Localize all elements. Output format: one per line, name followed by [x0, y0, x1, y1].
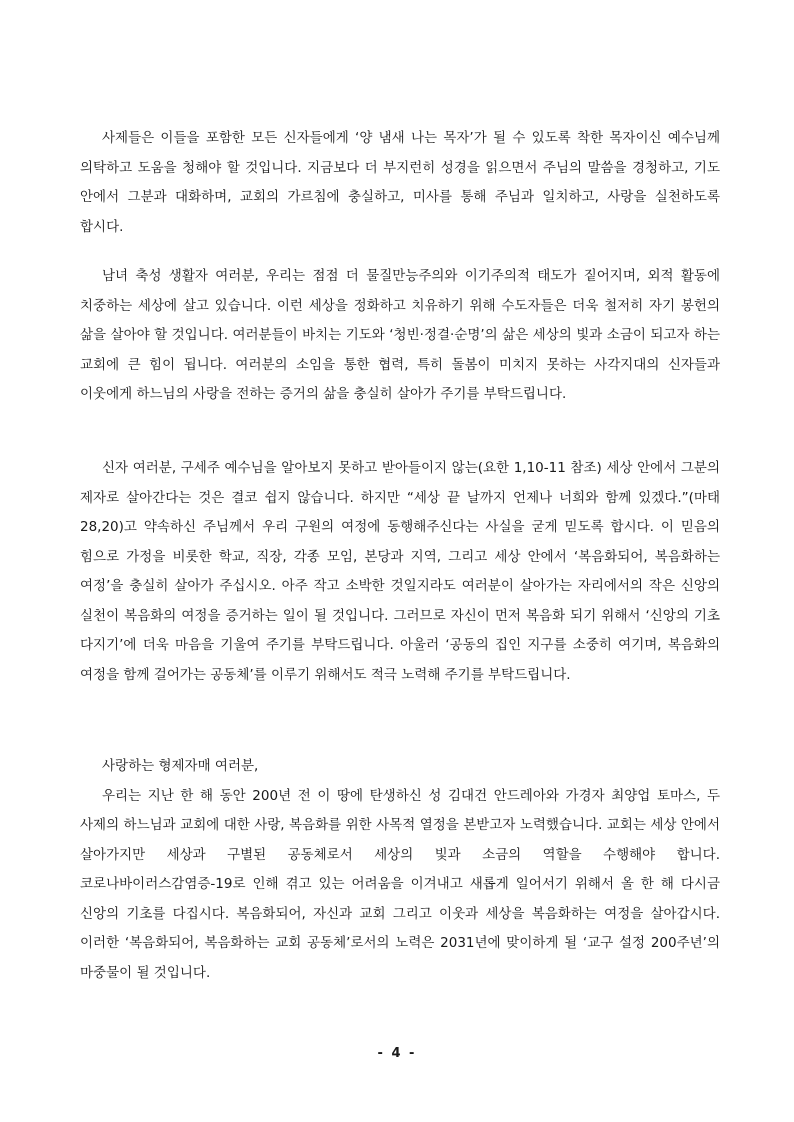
paragraph-closing: 우리는 지난 한 해 동안 200년 전 이 땅에 탄생하신 성 김대건 안드레아와 가경자 최양업 토마스, 두 사제의 하느님과 교회에 대한 사랑, 복음화를 위한 사목적 열정을 본받고자 노력했습니다. 교회는 세상 안에서 살아가지만 세상과 구별된 공동체로서 세상의 빛과 소금의 역할을 수행해야 합니다. 코로나바이러스감염증-19로 인해 겪고 있는 어려움을 이겨내고 새롭게 일어서기 위해서 올 한 해 다시금 신앙의 기초를 다집시다. 복음화되어, 자신과 교회 그리고 이웃과 세상을 복음화하는 여정을 살아갑시다. 이러한 ‘복음화되어, 복음화하는 교회 공동체’로서의 노력은 2031년에 맞이하게 될 ‘교구 설정 200주년’의 마중물이 될 것입니다. [80, 787, 720, 981]
closing-section [80, 752, 720, 988]
paragraph-religious: 남녀 축성 생활자 여러분, 우리는 점점 더 물질만능주의와 이기주의적 태도가 짙어지며, 외적 활동에 치중하는 세상에 살고 있습니다. 이런 세상을 정화하고 치유하기 위해 수도자들은 더욱 철저히 자기 봉헌의 삶을 살아야 할 것입니다. 여러분들이 바치는 기도와 ‘청빈·정결·순명’의 삶은 세상의 빛과 소금이 되고자 하는 교회에 큰 힘이 됩니다. 여러분의 소임을 통한 협력, 특히 돌봄이 미치지 못하는 사각지대의 신자들과 이웃에게 하느님의 사랑을 전하는 증거의 삶을 충실히 살아가 주기를 부탁드립니다. [80, 268, 720, 402]
paragraph-priests: 사제들은 이들을 포함한 모든 신자들에게 ‘양 냄새 나는 목자’가 될 수 있도록 착한 목자이신 예수님께 의탁하고 도움을 청해야 할 것입니다. 지금보다 더 부지런히 성경을 읽으면서 주님의 말씀을 경청하고, 기도 안에서 그분과 대화하며, 교회의 가르침에 충실하고, 미사를 통해 주님과 일치하고, 사랑을 실천하도록 합시다. [80, 130, 720, 235]
greeting-line: 사랑하는 형제자매 여러분, [102, 758, 259, 774]
paragraph-faithful: 신자 여러분, 구세주 예수님을 알아보지 못하고 받아들이지 않는(요한 1,10-11 참조) 세상 안에서 그분의 제자로 살아간다는 것은 결코 쉽지 않습니다. 하지만 “세상 끝 날까지 언제나 너희와 함께 있겠다.”(마태 28,20)고 약속하신 주님께서 우리 구원의 여정에 동행해주신다는 사실을 굳게 믿도록 합시다. 이 믿음의 힘으로 가정을 비롯한 학교, 직장, 각종 모임, 본당과 지역, 그리고 세상 안에서 ‘복음화되어, 복음화하는 여정’을 충실히 살아가 주십시오. 아주 작고 소박한 것일지라도 여러분이 살아가는 자리에서의 작은 신앙의 실천이 복음화의 여정을 증거하는 일이 될 것입니다. 그러므로 자신이 먼저 복음화 되기 위해서 ‘신앙의 기초 다지기’에 더욱 마음을 기울여 주기를 부탁드립니다. 아울러 ‘공동의 집인 지구를 소중히 여기며, 복음화의 여정을 함께 걸어가는 공동체’를 이루기 위해서도 적극 노력해 주기를 부탁드립니다. [80, 460, 720, 683]
page-number: - 4 - [377, 1046, 417, 1061]
